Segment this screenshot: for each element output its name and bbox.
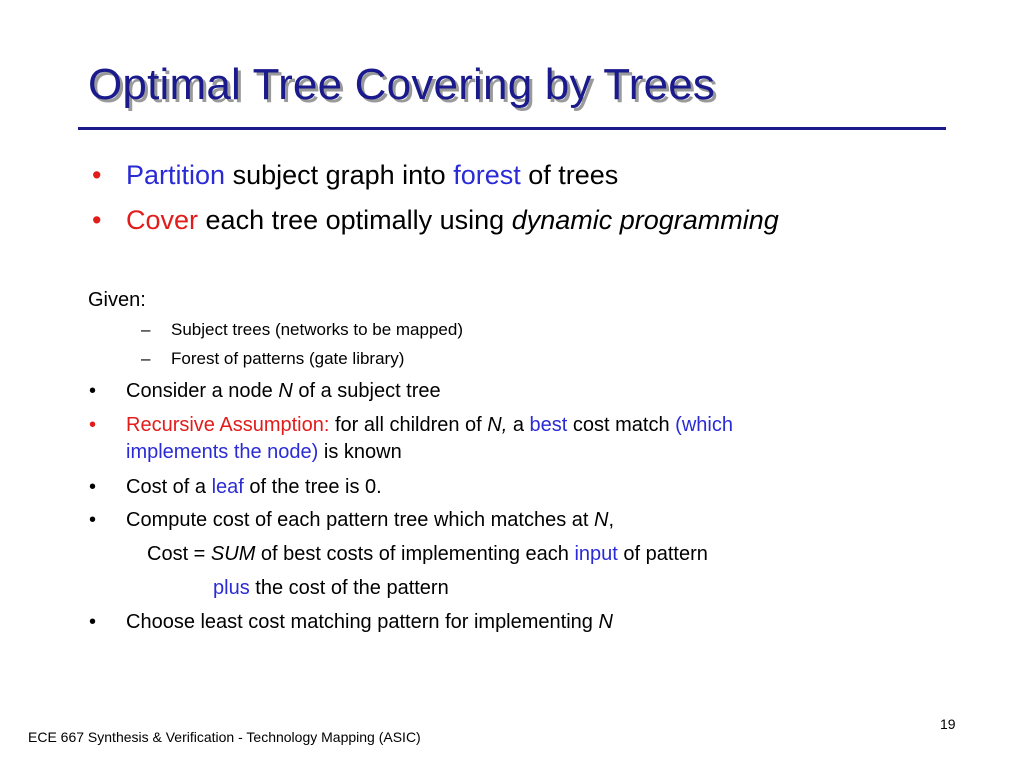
bullet-5-text (126, 476, 382, 499)
recursive-assumption-term: Recursive Assumption: (126, 414, 330, 436)
forest-term: forest (453, 160, 521, 190)
bullet-1-marker: • (92, 160, 102, 190)
bullet-1-text (126, 160, 618, 191)
cost-end: of pattern (617, 543, 708, 565)
bullet-4-part: for all children of (329, 414, 488, 436)
sub-1-dash: – (141, 320, 151, 339)
node-n-match: N (594, 509, 609, 531)
bullet-7-marker: • (89, 611, 97, 633)
input-term: input (574, 543, 618, 565)
best-term: best (529, 414, 568, 436)
sub-2-dash: – (141, 349, 151, 368)
bullet-4-marker: • (89, 414, 97, 436)
sub-1-text: Subject trees (networks to be mapped) (171, 320, 463, 339)
sub-2-text: Forest of patterns (gate library) (171, 349, 405, 368)
plus-end: the cost of the pattern (249, 577, 449, 599)
node-n-final: N (598, 611, 613, 633)
cover-term: Cover (126, 205, 199, 235)
plus-term: plus (213, 577, 250, 599)
page-number: 19 (940, 716, 956, 732)
bullet-7-text (126, 611, 613, 634)
partition-term: Partition (126, 160, 226, 190)
leaf-term: leaf (211, 476, 244, 498)
bullet-6-text (126, 509, 614, 532)
bullet-5-end: of the tree is 0. (243, 476, 382, 498)
cost-label: Cost = (147, 543, 211, 565)
bullet-3-end: of a subject tree (292, 380, 441, 402)
plus-line (213, 577, 449, 600)
bullet-4-text-line2 (126, 441, 402, 464)
bullet-1-part: subject graph into (225, 160, 454, 190)
bullet-6-end: , (608, 509, 615, 531)
bullet-5-marker: • (89, 476, 97, 498)
bullet-6-part: Compute cost of each pattern tree which matches at (126, 509, 595, 531)
node-n: N (278, 380, 293, 402)
bullet-2-part: each tree optimally using (198, 205, 512, 235)
bullet-5-part: Cost of a (126, 476, 212, 498)
dynamic-programming-term: dynamic programming (511, 205, 779, 235)
footer-text: ECE 667 Synthesis & Verification - Technology Mapping (ASIC) (28, 729, 421, 745)
title-underline (78, 127, 946, 130)
bullet-6-marker: • (89, 509, 97, 531)
given-label: Given: (88, 289, 146, 311)
sum-term: SUM (210, 543, 256, 565)
bullet-3-part: Consider a node (126, 380, 279, 402)
implements-node-term: implements the node) (126, 441, 319, 463)
bullet-3-marker: • (89, 380, 97, 402)
bullet-4-end: is known (318, 441, 402, 463)
bullet-4-text (126, 414, 733, 437)
slide-title: Optimal Tree Covering by Trees (88, 60, 716, 109)
bullet-2-marker: • (92, 205, 102, 235)
bullet-4-cost: cost match (567, 414, 676, 436)
bullet-3-text (126, 380, 441, 403)
cost-part: of best costs of implementing each (255, 543, 575, 565)
bullet-7-part: Choose least cost matching pattern for implementing (126, 611, 599, 633)
bullet-4-a: a (507, 414, 530, 436)
cost-formula (147, 543, 708, 566)
bullet-2-text (126, 205, 779, 236)
bullet-1-end: of trees (520, 160, 619, 190)
which-term: (which (675, 414, 733, 436)
node-n-children: N, (487, 414, 508, 436)
